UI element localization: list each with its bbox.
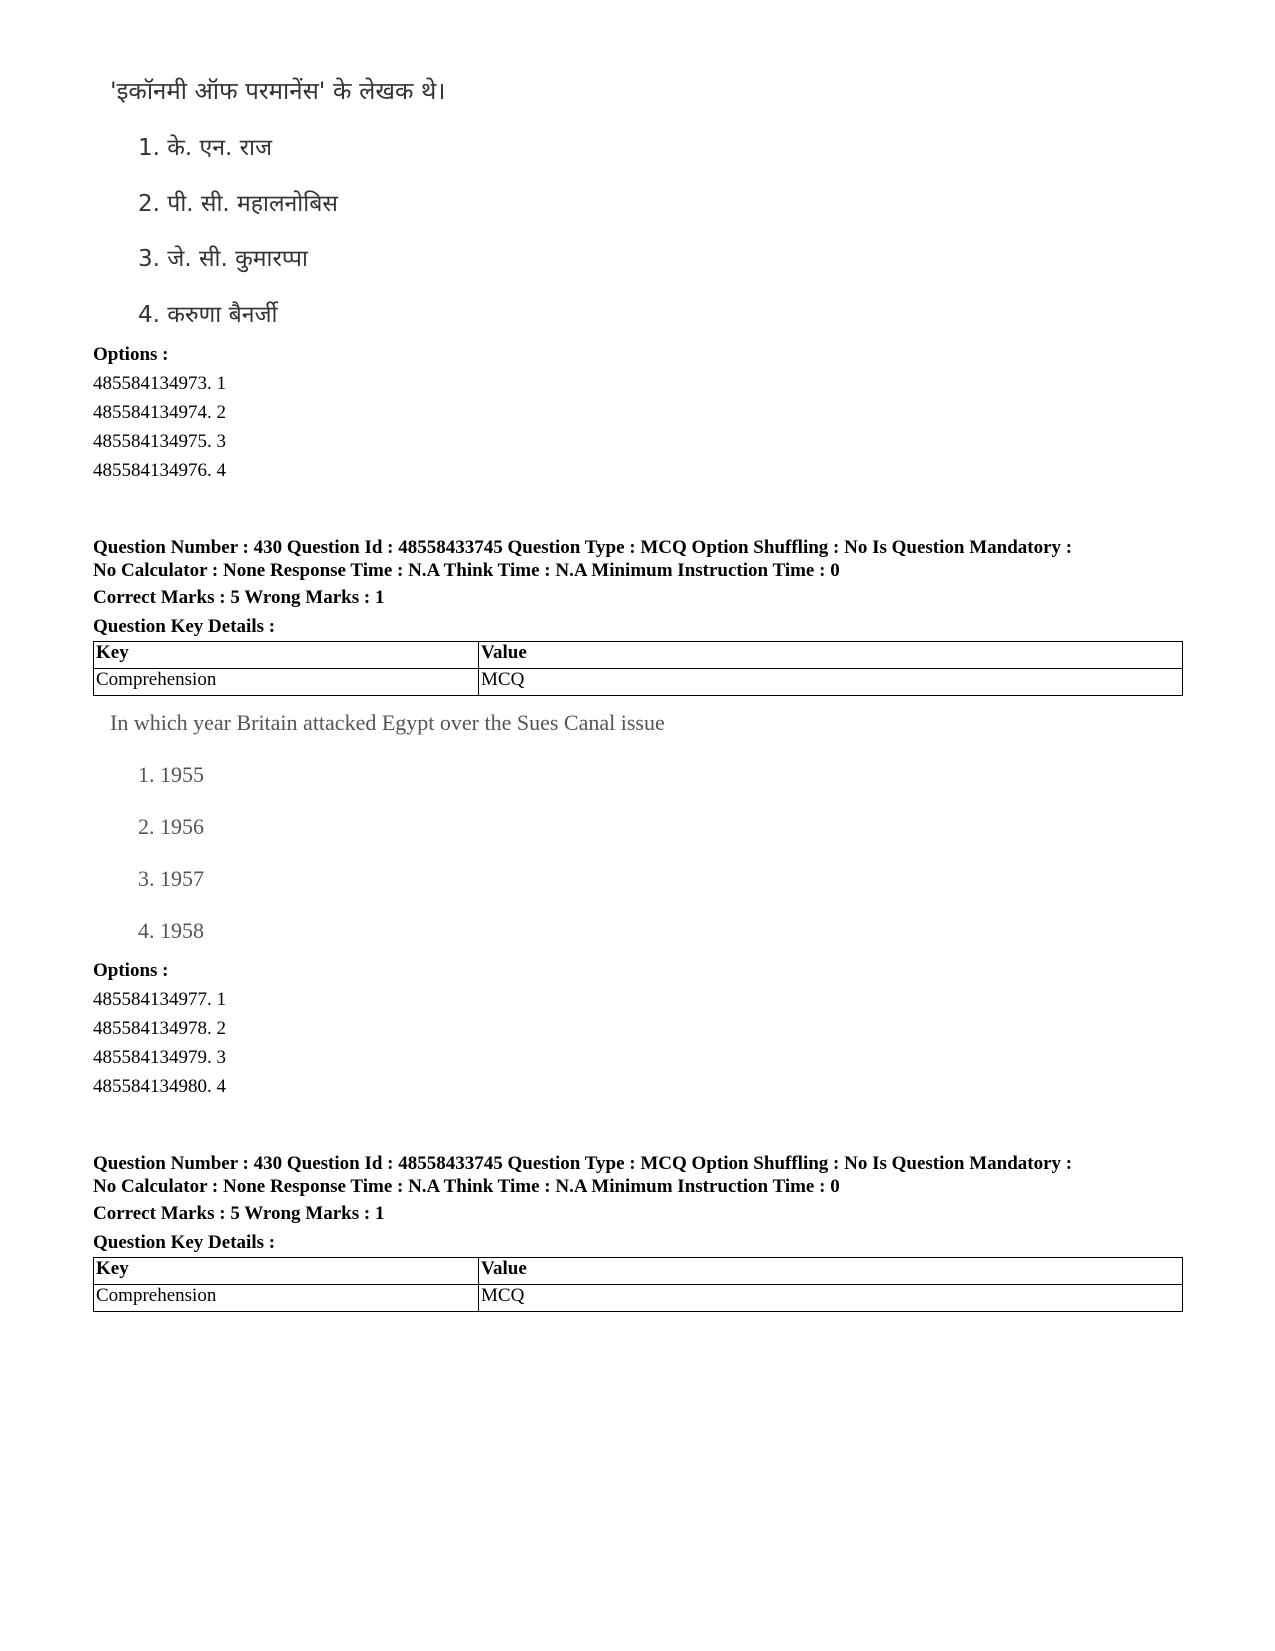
table-header-key: Key [94,642,479,669]
options-block-2 [93,956,1183,1101]
choice-4: 4. 1958 [138,918,204,943]
choice-3: 3. जे. सी. कुमारप्पा [138,246,308,272]
options-block-1 [93,340,1183,485]
option-item: 485584134977. 1 [93,989,226,1010]
option-item: 485584134974. 2 [93,402,226,423]
question-text: In which year Britain attacked Egypt over the Sues Canal issue [110,710,665,735]
question-meta-line-2: No Calculator : None Response Time : N.A Think Time : N.A Minimum Instruction Time : 0 [93,1176,840,1197]
table-header-row [94,1258,1183,1285]
options-label: Options : [93,960,169,981]
key-value-table [93,1257,1183,1312]
table-cell-value: MCQ [479,1285,1183,1312]
choice-2: 2. 1956 [138,814,204,839]
table-cell-key: Comprehension [94,669,479,696]
choice-3: 3. 1957 [138,866,204,891]
option-item: 485584134973. 1 [93,373,226,394]
table-cell-value: MCQ [479,669,1183,696]
choice-4: 4. करुणा बैनर्जी [138,302,278,328]
table-header-row [94,642,1183,669]
option-item: 485584134976. 4 [93,460,226,481]
question-meta-line-1: Question Number : 430 Question Id : 48558433745 Question Type : MCQ Option Shuffling : No Is Question Mandatory : [93,1153,1073,1174]
question-meta-block-3 [93,1152,1183,1312]
marks-line: Correct Marks : 5 Wrong Marks : 1 [93,587,385,608]
table-header-value: Value [479,1258,1183,1285]
choice-2: 2. पी. सी. महालनोबिस [138,191,338,217]
key-value-table [93,641,1183,696]
table-row [94,1285,1183,1312]
table-header-key: Key [94,1258,479,1285]
option-item: 485584134980. 4 [93,1076,226,1097]
option-item: 485584134979. 3 [93,1047,226,1068]
question-meta-block-2 [93,536,1183,696]
choice-1: 1. के. एन. राज [138,135,273,161]
key-details-label: Question Key Details : [93,1232,276,1253]
question-meta-line-1: Question Number : 430 Question Id : 48558433745 Question Type : MCQ Option Shuffling : No Is Question Mandatory : [93,537,1073,558]
key-details-label: Question Key Details : [93,616,276,637]
question-meta-line-2: No Calculator : None Response Time : N.A Think Time : N.A Minimum Instruction Time : 0 [93,560,840,581]
table-row [94,669,1183,696]
option-item: 485584134978. 2 [93,1018,226,1039]
options-label: Options : [93,344,169,365]
choice-1: 1. 1955 [138,762,204,787]
marks-line: Correct Marks : 5 Wrong Marks : 1 [93,1203,385,1224]
table-header-value: Value [479,642,1183,669]
option-item: 485584134975. 3 [93,431,226,452]
table-cell-key: Comprehension [94,1285,479,1312]
question-text: 'इकॉनमी ऑफ परमानेंस' के लेखक थे। [110,77,446,105]
